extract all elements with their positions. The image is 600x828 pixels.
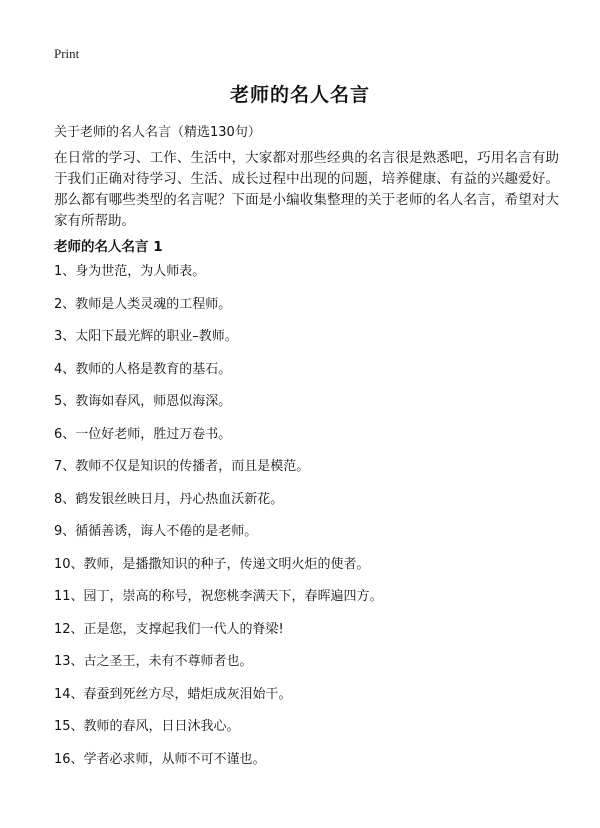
quote-item: 4、教师的人格是教育的基石。 xyxy=(54,361,232,377)
quote-item: 14、春蚕到死丝方尽，蜡炬成灰泪始干。 xyxy=(54,686,292,702)
quote-item: 5、教诲如春风，师恩似海深。 xyxy=(54,394,232,409)
quote-item: 10、教师，是播撒知识的种子，传递文明火炬的使者。 xyxy=(54,556,370,572)
quote-item: 2、教师是人类灵魂的工程师。 xyxy=(54,296,232,312)
quote-item: 16、学者必求师，从师不可不谨也。 xyxy=(54,751,266,767)
article-subtitle: 关于老师的名人名言（精选130句） xyxy=(54,125,261,140)
print-link[interactable]: Print xyxy=(54,46,80,61)
quote-list xyxy=(54,263,383,783)
quote-item: 1、身为世范，为人师表。 xyxy=(54,264,206,279)
quote-item: 6、一位好老师，胜过万卷书。 xyxy=(54,426,232,442)
quote-item: 7、教师不仅是知识的传播者，而且是模范。 xyxy=(54,459,310,474)
quote-item: 11、园丁，崇高的称号，祝您桃李满天下，春晖遍四方。 xyxy=(54,589,383,604)
quote-item: 13、古之圣王，未有不尊师者也。 xyxy=(54,654,253,669)
section-heading: 老师的名人名言 1 xyxy=(54,239,163,255)
page-title: 老师的名人名言 xyxy=(229,84,370,106)
quote-item: 3、太阳下最光辉的职业–教师。 xyxy=(54,329,238,344)
quote-item: 8、鹤发银丝映日月，丹心热血沃新花。 xyxy=(54,491,284,507)
quote-item: 9、循循善诱，诲人不倦的是老师。 xyxy=(54,524,258,539)
quote-item: 15、教师的春风，日日沐我心。 xyxy=(54,719,240,734)
quote-item: 12、正是您，支撑起我们一代人的脊梁! xyxy=(54,621,284,637)
intro-paragraph: 在日常的学习、工作、生活中，大家都对那些经典的名言很是熟悉吧，巧用名言有助于我们正确对待学习、生活、成长过程中出现的问题，培养健康、有益的兴趣爱好。那么都有哪些类型的名言呢？下面是小编收集整理的关于老师的名人名言，希望对大家有所帮助。 xyxy=(54,150,559,229)
